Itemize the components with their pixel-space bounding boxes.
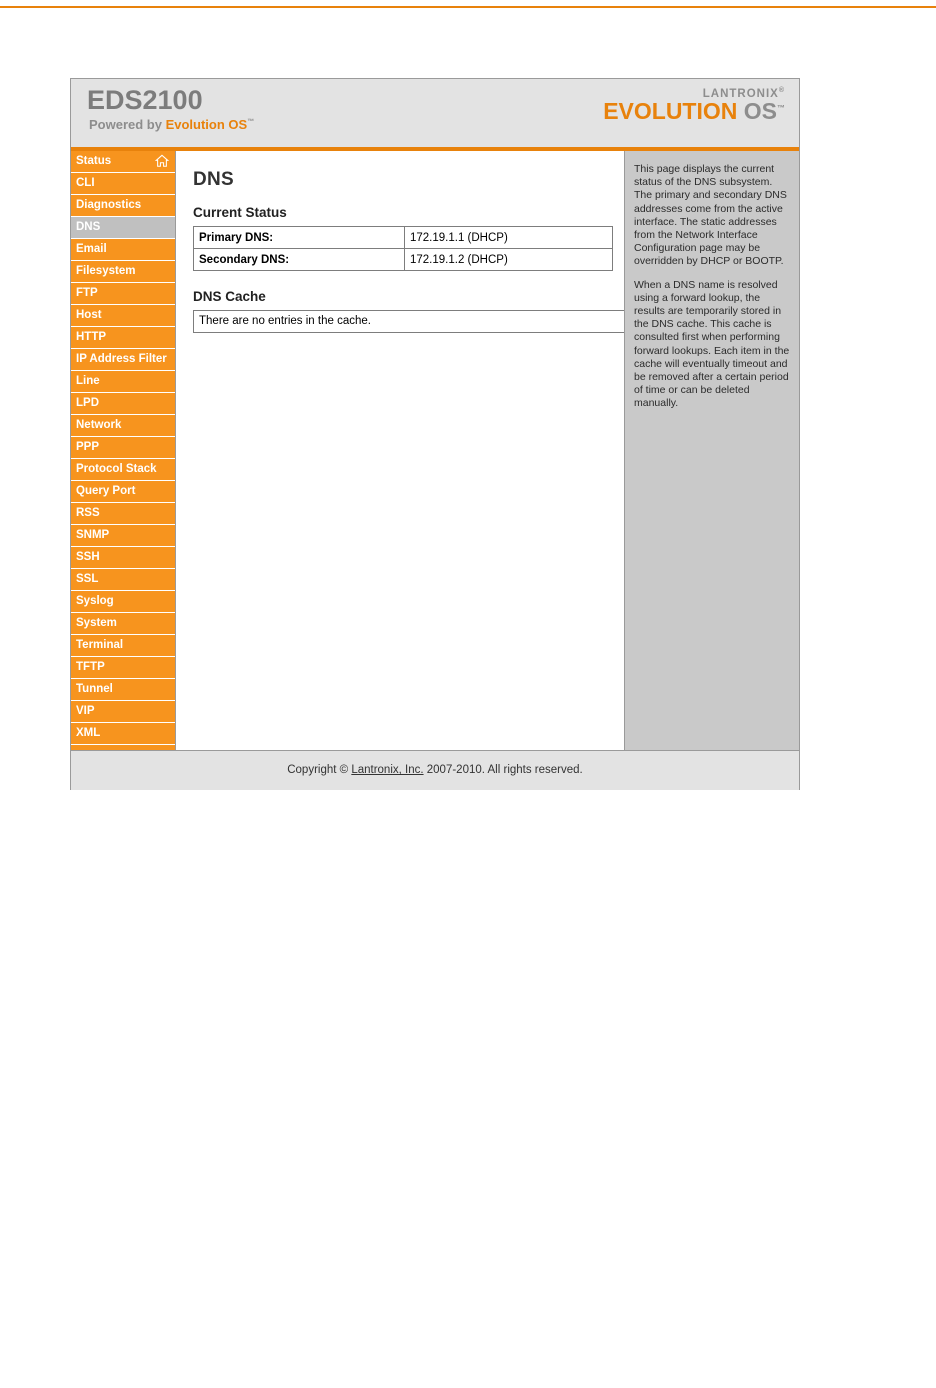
sidebar-nav [71, 151, 176, 750]
brand-evolution-text: EVOLUTION [603, 97, 744, 124]
sidebar-item-label: Syslog [76, 595, 114, 607]
sidebar-item-terminal[interactable] [71, 635, 175, 657]
dns-status-table [193, 226, 613, 271]
sidebar-item-label: FTP [76, 287, 98, 299]
powered-by-tm: ™ [247, 118, 255, 126]
sidebar-item-label: CLI [76, 177, 95, 189]
sidebar-item-ssh[interactable] [71, 547, 175, 569]
sidebar-item-network[interactable] [71, 415, 175, 437]
sidebar-item-ftp[interactable] [71, 283, 175, 305]
sidebar-item-label: IP Address Filter [76, 353, 167, 365]
sidebar-item-ip-address-filter[interactable] [71, 349, 175, 371]
sidebar-item-label: Email [76, 243, 107, 255]
sidebar-item-label: PPP [76, 441, 100, 453]
powered-by-prefix: Powered by [89, 117, 166, 132]
device-model-title: EDS2100 [87, 85, 203, 115]
sidebar-item-syslog[interactable] [71, 591, 175, 613]
sidebar-item-email[interactable] [71, 239, 175, 261]
sidebar-item-label: SSL [76, 573, 99, 585]
current-status-heading: Current Status [193, 205, 287, 220]
sidebar-item-rss[interactable] [71, 503, 175, 525]
sidebar-item-line[interactable] [71, 371, 175, 393]
sidebar-item-http[interactable] [71, 327, 175, 349]
table-row [194, 227, 613, 249]
trademark-mark-icon: ™ [777, 103, 785, 113]
sidebar-item-vip[interactable] [71, 701, 175, 723]
sidebar-item-label: Network [76, 419, 122, 431]
dns-row-value: 172.19.1.2 (DHCP) [405, 249, 613, 271]
sidebar-item-system[interactable] [71, 613, 175, 635]
copyright-prefix: Copyright © [287, 764, 352, 776]
sidebar-item-label: TFTP [76, 661, 105, 673]
header [71, 79, 799, 151]
sidebar-item-label: Diagnostics [76, 199, 142, 211]
sidebar-item-ssl[interactable] [71, 569, 175, 591]
sidebar-item-diagnostics[interactable] [71, 195, 175, 217]
dns-row-value: 172.19.1.1 (DHCP) [405, 227, 613, 249]
sidebar-item-label: DNS [76, 221, 101, 233]
sidebar-item-cli[interactable] [71, 173, 175, 195]
copyright-suffix: 2007-2010. All rights reserved. [423, 764, 583, 776]
dns-row-label: Primary DNS: [194, 227, 405, 249]
brand-os-text: OS [743, 97, 777, 124]
sidebar-item-label: Tunnel [76, 683, 113, 695]
powered-by-brand: Evolution OS [165, 117, 248, 132]
sidebar-item-dns[interactable] [71, 217, 175, 239]
sidebar-item-label: System [76, 617, 117, 629]
powered-by-label [89, 117, 254, 132]
lantronix-link[interactable]: Lantronix, Inc. [351, 764, 424, 776]
sidebar-item-host[interactable] [71, 305, 175, 327]
table-row [194, 249, 613, 271]
sidebar-item-label: Protocol Stack [76, 463, 157, 475]
page-title: DNS [193, 169, 235, 190]
sidebar-item-label: SNMP [76, 529, 110, 541]
sidebar-item-label: Status [76, 155, 112, 167]
sidebar-item-label: Query Port [76, 485, 136, 497]
device-web-manager [70, 78, 800, 790]
sidebar-item-label: Terminal [76, 639, 124, 651]
sidebar-item-label: Filesystem [76, 265, 136, 277]
sidebar-item-status[interactable] [71, 151, 175, 173]
sidebar-item-label: SSH [76, 551, 100, 563]
sidebar-item-label: VIP [76, 705, 95, 717]
sidebar-item-xml[interactable] [71, 723, 175, 745]
sidebar-item-tunnel[interactable] [71, 679, 175, 701]
help-paragraph: When a DNS name is resolved using a forward lookup, the results are temporarily stored in the DNS cache. This cache is consulted first when performing forward lookups. Each item in the cache will eventually timeout and be removed after a certain period of time or can be deleted manually. [634, 278, 790, 410]
help-paragraph: This page displays the current status of the DNS subsystem. The primary and secondary DNS addresses come from the active interface. The static addresses from the Network Interface Configuration page may be overridden by DHCP or BOOTP. [634, 163, 787, 268]
dns-cache-heading: DNS Cache [193, 289, 266, 304]
brand-logo [603, 87, 785, 125]
sidebar-item-filesystem[interactable] [71, 261, 175, 283]
home-icon[interactable] [155, 154, 169, 168]
sidebar-item-query-port[interactable] [71, 481, 175, 503]
sidebar-item-label: XML [76, 727, 101, 739]
body [71, 151, 799, 750]
sidebar-item-protocol-stack[interactable] [71, 459, 175, 481]
sidebar-item-tftp[interactable] [71, 657, 175, 679]
footer [71, 750, 799, 790]
sidebar-item-label: LPD [76, 397, 99, 409]
sidebar-item-ppp[interactable] [71, 437, 175, 459]
main-content [177, 151, 694, 750]
sidebar-item-label: Line [76, 375, 100, 387]
registered-mark-icon: ® [778, 87, 785, 94]
sidebar-item-label: HTTP [76, 331, 107, 343]
sidebar-item-label: Host [76, 309, 102, 321]
top-divider [0, 6, 936, 8]
help-panel [624, 151, 799, 750]
brand-evolution-os-wordmark [603, 98, 785, 125]
brand-lantronix-text: LANTRONIX [702, 87, 779, 100]
dns-row-label: Secondary DNS: [194, 249, 405, 271]
sidebar-item-lpd[interactable] [71, 393, 175, 415]
sidebar-item-snmp[interactable] [71, 525, 175, 547]
sidebar-item-label: RSS [76, 507, 100, 519]
dns-cache-message: There are no entries in the cache. [193, 310, 625, 333]
